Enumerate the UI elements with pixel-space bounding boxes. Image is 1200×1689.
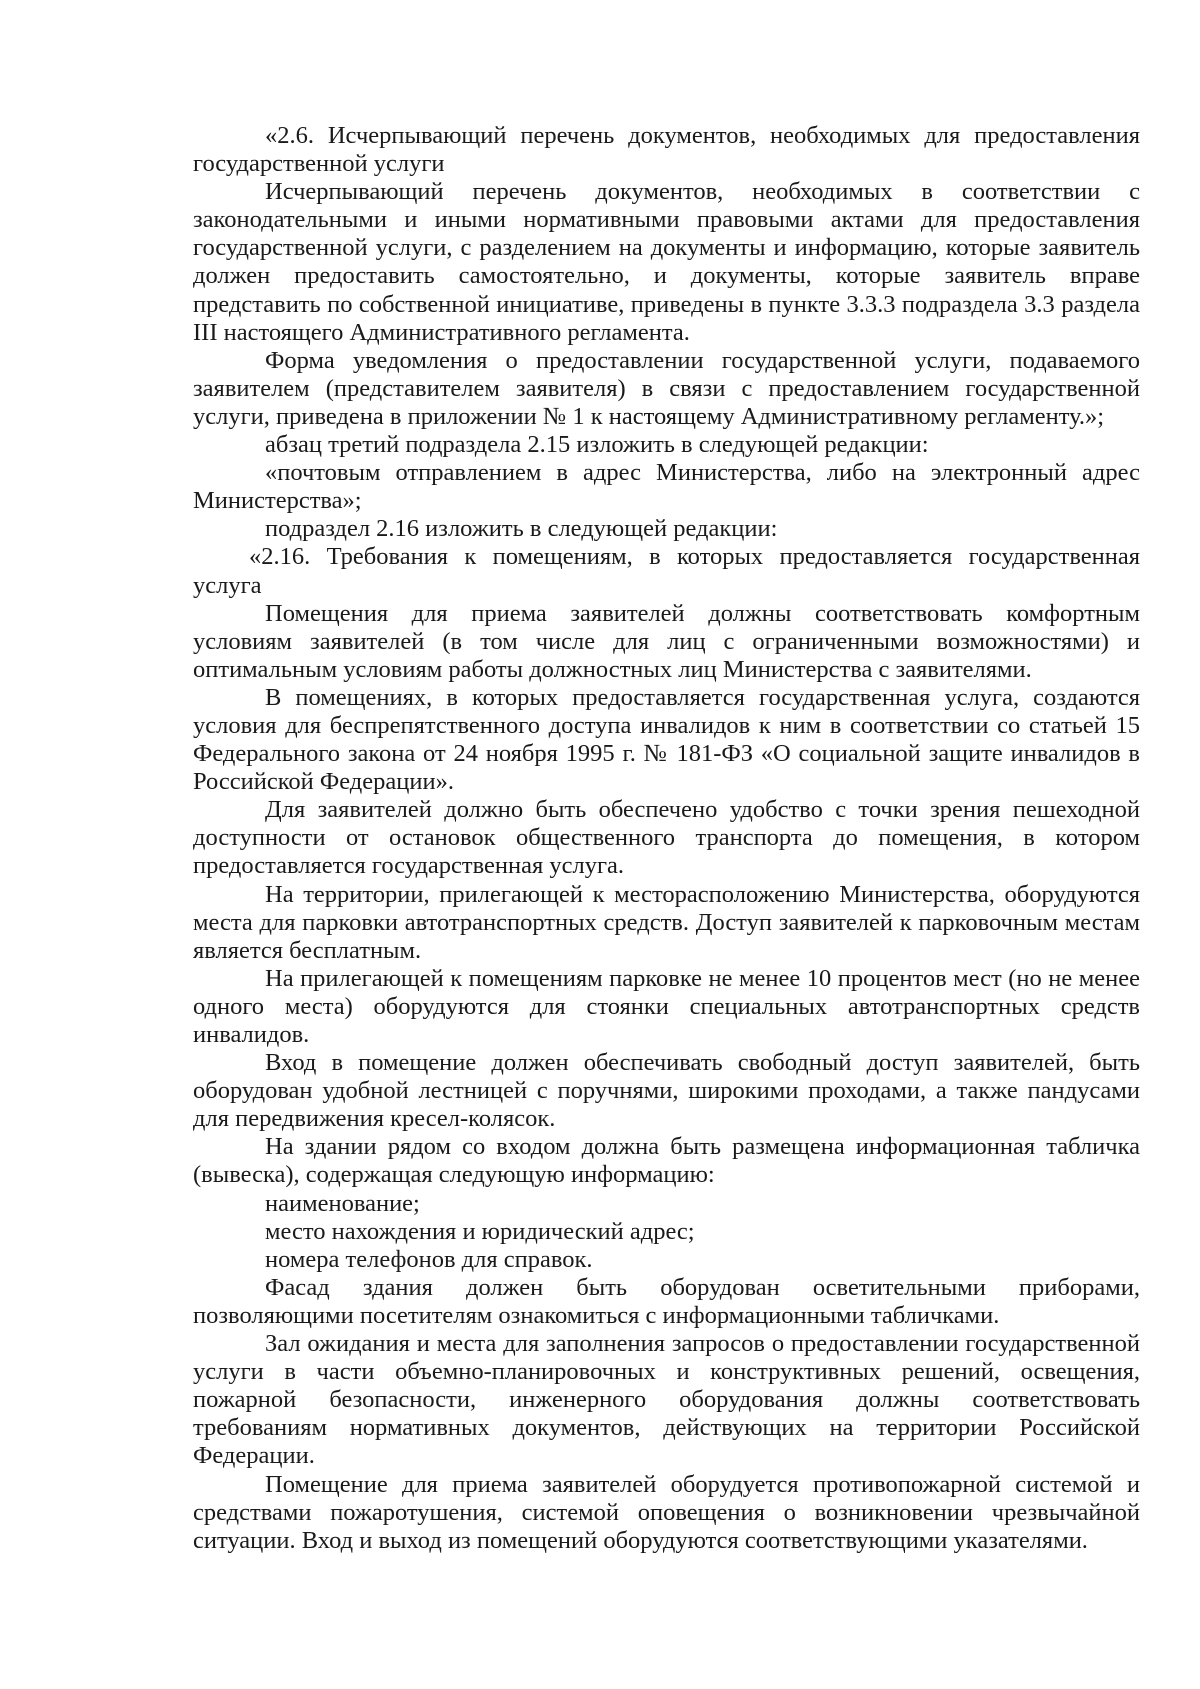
paragraph: абзац третий подраздела 2.15 изложить в следующей редакции: (265, 431, 929, 459)
paragraph: Вход в помещение должен обеспечивать свободный доступ заявителей, быть оборудован удобной лестницей с поручнями, широкими проходами, а также пандусами для передвижения кресел-колясок. (193, 1049, 1140, 1133)
paragraph: Исчерпывающий перечень документов, необходимых в соответствии с законодательными и иными нормативными правовыми актами для предоставления государственной услуги, с разделением на документы и информацию, которые заявитель должен предоставить самостоятельно, и документы, которые заявитель вправе представить по собственной инициативе, приведены в пункте 3.3.3 подраздела 3.3 раздела III настоящего Административного регламента. (193, 178, 1140, 346)
paragraph: Помещения для приема заявителей должны соответствовать комфортным условиям заявителей (в том числе для лиц с ограниченными возможностями) и оптимальным условиям работы должностных лиц Министерства с заявителями. (193, 599, 1140, 683)
paragraph: На прилегающей к помещениям парковке не менее 10 процентов мест (но не менее одного места) оборудуются для стоянки специальных автотранспортных средств инвалидов. (193, 964, 1140, 1048)
paragraph: На здании рядом со входом должна быть размещена информационная табличка (вывеска), содержащая следующую информацию: (193, 1133, 1140, 1189)
section-2-16-heading: «2.16. Требования к помещениям, в которых предоставляется государственная услуга (193, 543, 1140, 599)
list-item: наименование; (265, 1189, 420, 1217)
document-body (193, 122, 1140, 1555)
paragraph: В помещениях, в которых предоставляется государственная услуга, создаются условия для беспрепятственного доступа инвалидов к ним в соответствии со статьей 15 Федерального закона от 24 ноября 1995 г. № 181-ФЗ «О социальной защите инвалидов в Российской Федерации». (193, 683, 1140, 796)
paragraph: Зал ожидания и места для заполнения запросов о предоставлении государственной услуги в части объемно-планировочных и конструктивных решений, освещения, пожарной безопасности, инженерного оборудования должны соответствовать требованиям нормативных документов, действующих на территории Российской Федерации. (193, 1330, 1140, 1470)
paragraph: Помещение для приема заявителей оборудуется противопожарной системой и средствами пожаротушения, системой оповещения о возникновении чрезвычайной ситуации. Вход и выход из помещений оборудуются соответствующими указателями. (193, 1470, 1140, 1554)
list-item: место нахождения и юридический адрес; (265, 1217, 695, 1245)
list-item: номера телефонов для справок. (265, 1245, 593, 1273)
paragraph: Форма уведомления о предоставлении государственной услуги, подаваемого заявителем (представителем заявителя) в связи с предоставлением государственной услуги, приведена в приложении № 1 к настоящему Административному регламенту.»; (193, 346, 1140, 430)
section-2-6-heading: «2.6. Исчерпывающий перечень документов, необходимых для предоставления государственной услуги (193, 122, 1140, 178)
paragraph: подраздел 2.16 изложить в следующей редакции: (265, 515, 778, 543)
paragraph: Для заявителей должно быть обеспечено удобство с точки зрения пешеходной доступности от остановок общественного транспорта до помещения, в котором предоставляется государственная услуга. (193, 796, 1140, 880)
paragraph: Фасад здания должен быть оборудован осветительными приборами, позволяющими посетителям ознакомиться с информационными табличками. (193, 1273, 1140, 1329)
paragraph: На территории, прилегающей к месторасположению Министерства, оборудуются места для парковки автотранспортных средств. Доступ заявителей к парковочным местам является бесплатным. (193, 880, 1140, 964)
paragraph: «почтовым отправлением в адрес Министерства, либо на электронный адрес Министерства»; (193, 459, 1140, 515)
